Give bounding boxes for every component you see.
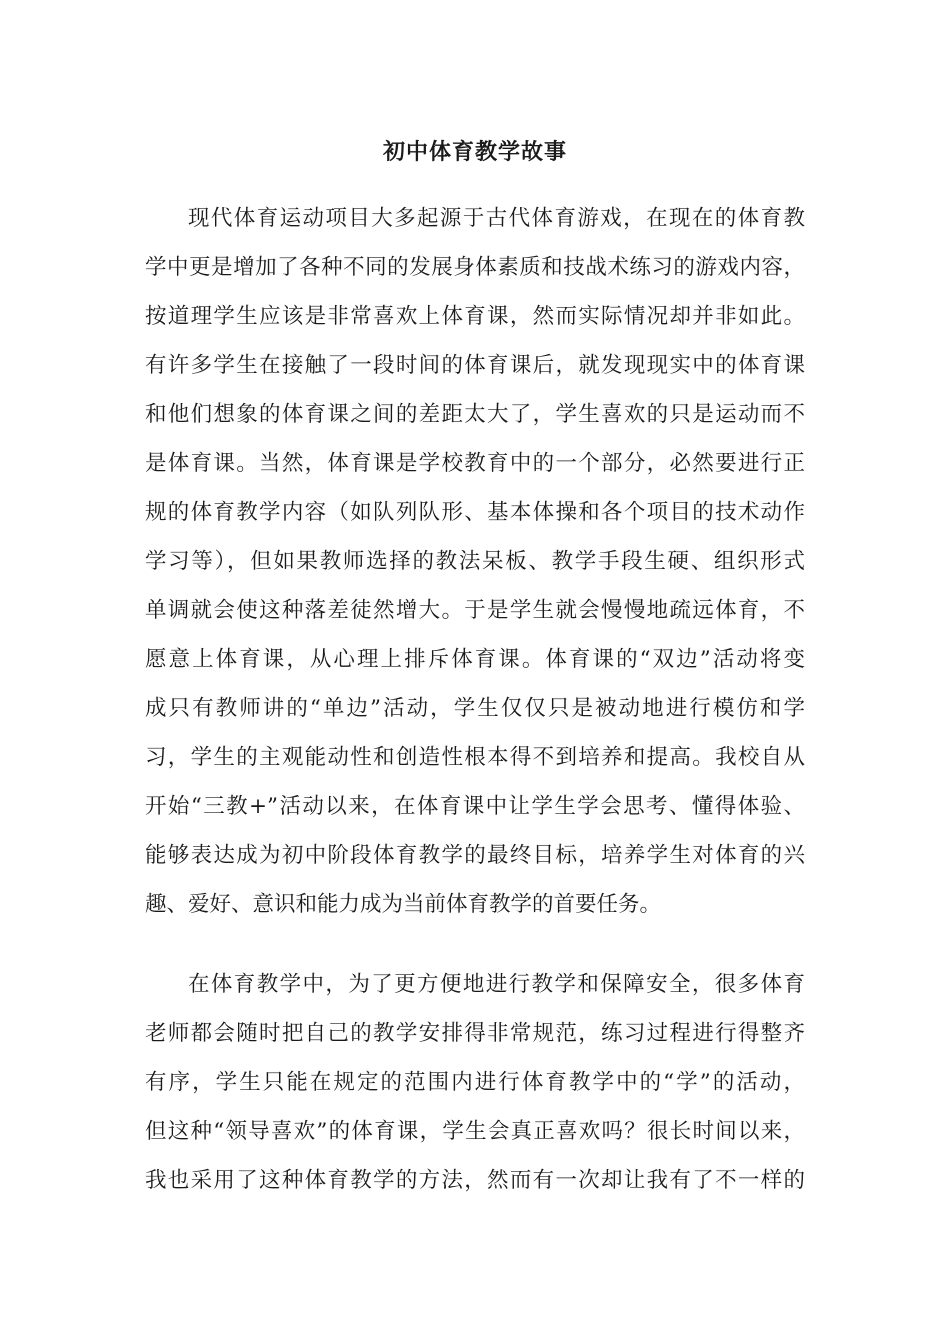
- paragraph-line: 学习等），但如果教师选择的教法呆板、教学手段生硬、组织形式: [145, 549, 805, 574]
- paragraph-line: 但这种“领导喜欢”的体育课，学生会真正喜欢吗？很长时间以来，: [145, 1119, 805, 1144]
- paragraph-1: [145, 194, 805, 929]
- paragraph-line: 规的体育教学内容（如队列队形、基本体操和各个项目的技术动作: [145, 500, 805, 525]
- paragraph-line: 老师都会随时把自己的教学安排得非常规范，练习过程进行得整齐: [145, 1021, 805, 1046]
- paragraph-line: 单调就会使这种落差徒然增大。于是学生就会慢慢地疏远体育，不: [145, 598, 805, 623]
- paragraph-line: 有许多学生在接触了一段时间的体育课后，就发现现实中的体育课: [145, 353, 805, 378]
- paragraph-2: [145, 960, 805, 1205]
- paragraph-line: 我也采用了这种体育教学的方法，然而有一次却让我有了不一样的: [145, 1168, 805, 1193]
- paragraph-line: 有序，学生只能在规定的范围内进行体育教学中的“学”的活动，: [145, 1070, 805, 1095]
- paragraph-line: 愿意上体育课，从心理上排斥体育课。体育课的“双边”活动将变: [145, 647, 805, 672]
- paragraph-line: 习，学生的主观能动性和创造性根本得不到培养和提高。我校自从: [145, 745, 805, 770]
- paragraph-line: 和他们想象的体育课之间的差距太大了，学生喜欢的只是运动而不: [145, 402, 805, 427]
- document-title: 初中体育教学故事: [382, 139, 567, 165]
- paragraph-line: 趣、爱好、意识和能力成为当前体育教学的首要任务。: [145, 892, 662, 917]
- paragraph-line: 是体育课。当然，体育课是学校教育中的一个部分，必然要进行正: [145, 451, 805, 476]
- paragraph-line: 成只有教师讲的“单边”活动，学生仅仅只是被动地进行模仿和学: [145, 696, 805, 721]
- paragraph-line: 开始“三教+”活动以来，在体育课中让学生学会思考、懂得体验、: [145, 794, 805, 819]
- paragraph-line: 在体育教学中，为了更方便地进行教学和保障安全，很多体育: [188, 972, 805, 997]
- paragraph-line: 按道理学生应该是非常喜欢上体育课，然而实际情况却并非如此。: [145, 304, 805, 329]
- paragraph-line: 学中更是增加了各种不同的发展身体素质和技战术练习的游戏内容，: [145, 255, 805, 280]
- paragraph-line: 现代体育运动项目大多起源于古代体育游戏，在现在的体育教: [188, 206, 805, 231]
- paragraph-line: 能够表达成为初中阶段体育教学的最终目标，培养学生对体育的兴: [145, 843, 805, 868]
